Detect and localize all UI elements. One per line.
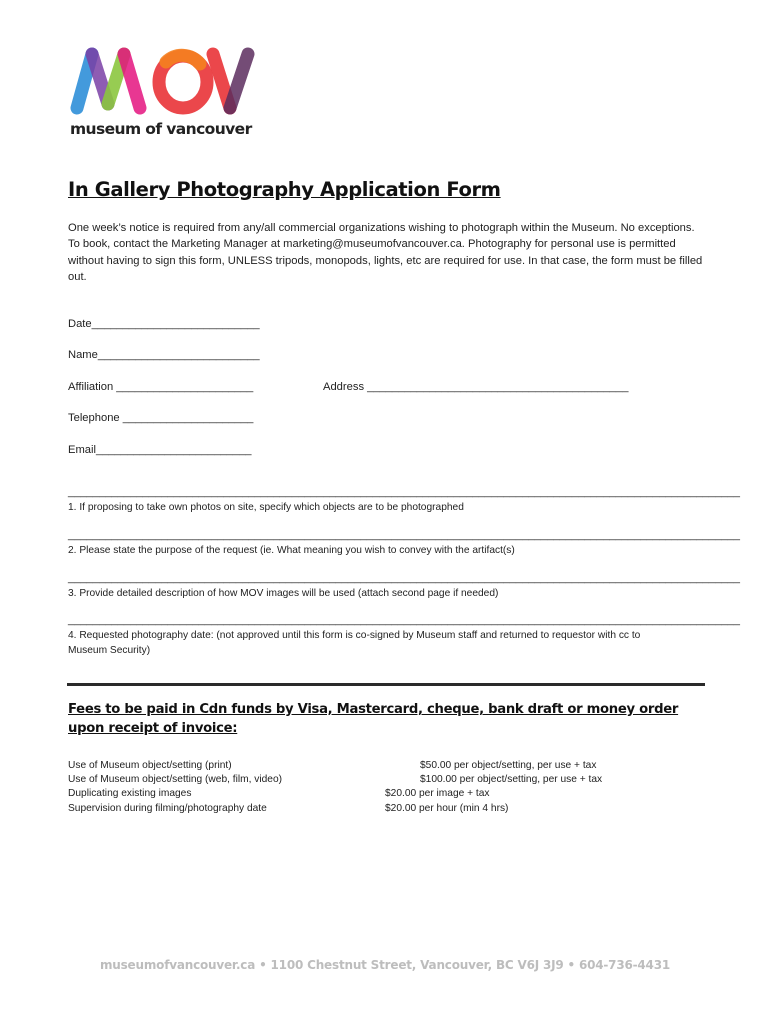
page-title: In Gallery Photography Application Form bbox=[68, 178, 501, 201]
section-divider bbox=[67, 683, 705, 686]
question-4: 4. Requested photography date: (not approved until this form is co-signed by Museum staff and returned to requestor with cc to Museum Security) bbox=[68, 630, 641, 656]
answer-line-4[interactable]: ____________________________________________________________________________________________________________ bbox=[68, 614, 740, 626]
fee-label: Duplicating existing images bbox=[68, 788, 192, 799]
fee-price: $50.00 per object/setting, per use + tax bbox=[420, 760, 597, 771]
question-1: 1. If proposing to take own photos on site, specify which objects are to be photographed bbox=[68, 502, 464, 513]
date-field[interactable]: Date___________________________ bbox=[68, 318, 260, 330]
fee-label: Supervision during filming/photography date bbox=[68, 803, 267, 814]
email-field[interactable]: Email_________________________ bbox=[68, 444, 252, 456]
telephone-field[interactable]: Telephone _____________________ bbox=[68, 412, 254, 424]
fee-label: Use of Museum object/setting (print) bbox=[68, 760, 232, 771]
fees-heading: Fees to be paid in Cdn funds by Visa, Mastercard, cheque, bank draft or money order upon receipt of invoice: bbox=[68, 702, 679, 736]
fee-label: Use of Museum object/setting (web, film, video) bbox=[68, 774, 283, 785]
affiliation-field[interactable]: Affiliation ______________________ bbox=[68, 381, 254, 393]
name-field[interactable]: Name__________________________ bbox=[68, 349, 260, 361]
address-field[interactable]: Address __________________________________________ bbox=[323, 381, 629, 393]
question-3: 3. Provide detailed description of how MOV images will be used (attach second page if needed) bbox=[68, 588, 499, 599]
answer-line-3[interactable]: ____________________________________________________________________________________________________________ bbox=[68, 572, 740, 584]
answer-line-1[interactable]: ____________________________________________________________________________________________________________ bbox=[68, 486, 740, 498]
answer-line-2[interactable]: ____________________________________________________________________________________________________________ bbox=[68, 529, 740, 541]
fee-price: $20.00 per image + tax bbox=[385, 788, 490, 799]
logo-tagline: museum of vancouver bbox=[70, 120, 252, 138]
page-footer: museumofvancouver.ca • 1100 Chestnut Street, Vancouver, BC V6J 3J9 • 604-736-4431 bbox=[99, 958, 671, 972]
intro-paragraph: One week’s notice is required from any/all commercial organizations wishing to photograph within the Museum. No exceptions. To book, contact the Marketing Manager at marketing@museumofvancouver.ca. Photography for personal use is permitted without having to sign this form, UNLESS tripods, monopods, lights, etc are required for use. In that case, the form must be filled out. bbox=[68, 222, 703, 283]
fee-price: $20.00 per hour (min 4 hrs) bbox=[385, 803, 509, 814]
fee-price: $100.00 per object/setting, per use + tax bbox=[420, 774, 603, 785]
museum-logo bbox=[68, 44, 258, 144]
mov-logo-mark bbox=[68, 44, 258, 120]
question-2: 2. Please state the purpose of the request (ie. What meaning you wish to convey with the artifact(s) bbox=[68, 545, 515, 556]
